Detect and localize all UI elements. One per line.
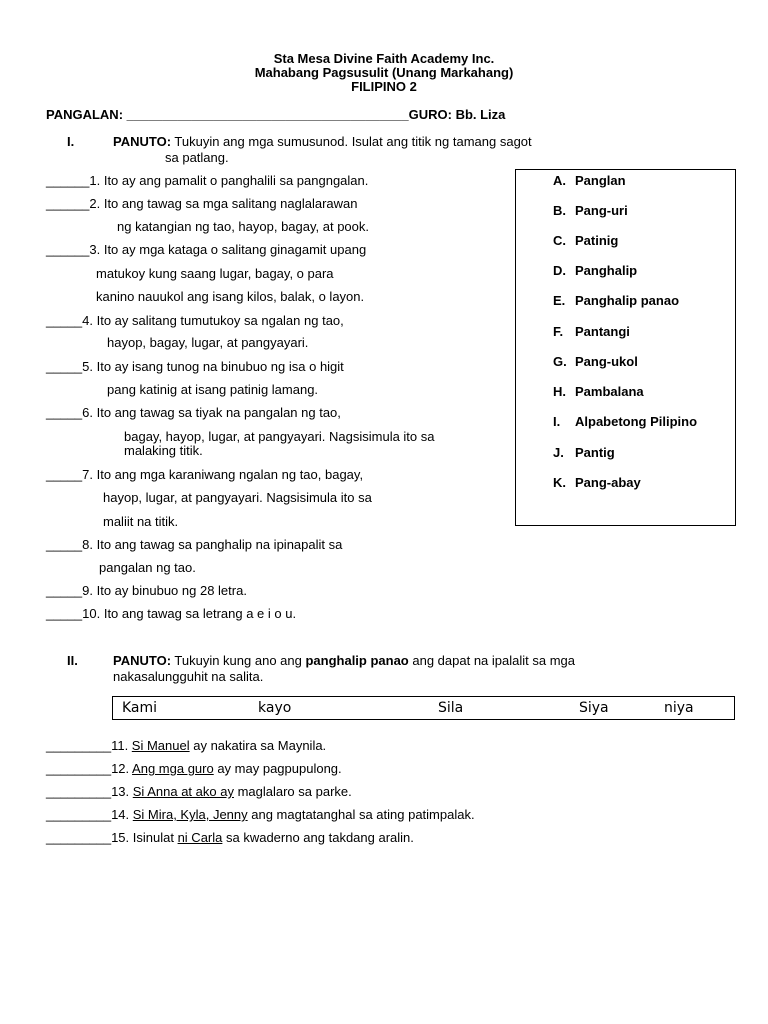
pronoun-word: Kami [122,700,158,716]
question-line: pang katinig at isang patinig lamang. [107,382,319,397]
part1-instruction [113,134,532,149]
name-blank: _______________________________________ [126,107,409,122]
part1-instruction-text: Tukuyin ang mga sumusunod. Isulat ang titik ng tamang sagot [171,134,532,149]
pronoun-word: niya [664,700,694,716]
choice-item: B. Pang-uri [553,203,628,218]
part2-item: _________13. Si Anna at ako ay maglalaro sa parke. [46,784,352,799]
part2-instruction-emphasis: panghalip panao [305,653,409,668]
part1-panuto-label: PANUTO: [113,134,172,149]
choice-item: C. Patinig [553,233,619,248]
underlined-noun: Si Anna at ako ay [132,784,234,799]
question-line: bagay, hayop, lugar, at pangyayari. Nagsisimula ito sa [124,429,435,444]
choice-item: G. Pang-ukol [553,354,638,369]
school-name: Sta Mesa Divine Faith Academy Inc. [273,51,495,66]
part1-instruction-cont: sa patlang. [165,150,229,165]
choice-item: I. Alpabetong Pilipino [553,414,698,429]
question-line: _____7. Ito ang mga karaniwang ngalan ng tao, bagay, [46,467,364,482]
part2-item: _________14. Si Mira, Kyla, Jenny ang magtatanghal sa ating patimpalak. [46,807,475,822]
part2-instruction-cont: nakasalungguhit na salita. [113,669,264,684]
part2-item: _________12. Ang mga guro ay may pagpupulong. [46,761,342,776]
choice-item: D. Panghalip [553,263,638,278]
question-line: kanino nauukol ang isang kilos, balak, o layon. [96,289,365,304]
choice-item: A. Panglan [553,173,626,188]
question-line: _____4. Ito ay salitang tumutukoy sa ngalan ng tao, [46,313,344,328]
question-line: _____8. Ito ang tawag sa panghalip na ipinapalit sa [46,537,343,552]
question-line: ______1. Ito ay ang pamalit o panghalili sa pangngalan. [46,173,369,188]
choice-item: H. Pambalana [553,384,644,399]
choice-item: F. Pantangi [553,324,630,339]
question-line: _____5. Ito ay isang tunog na binubuo ng isa o higit [46,359,344,374]
underlined-noun: Ang mga guro [132,761,214,776]
underlined-noun: ni Carla [177,830,223,845]
question-line: _____6. Ito ang tawag sa tiyak na pangalan ng tao, [46,405,341,420]
pronoun-word: kayo [258,700,292,716]
choice-item: E. Panghalip panao [553,293,680,308]
pronoun-word: Sila [438,700,464,716]
question-line: malaking titik. [124,443,203,458]
question-line: hayop, lugar, at pangyayari. Nagsisimula ito sa [103,490,372,505]
part1-numeral: I. [67,134,75,149]
question-line: _____10. Ito ang tawag sa letrang a e i o u. [46,606,297,621]
teacher-label: GURO: Bb. Liza [408,107,506,122]
part2-panuto-label: PANUTO: [113,653,172,668]
info-line [46,107,505,122]
choices-box [515,169,736,526]
pronoun-box [112,696,735,720]
pronoun-word: Siya [579,700,609,716]
question-line: ng katangian ng tao, hayop, bagay, at pook. [117,219,370,234]
question-line: ______2. Ito ang tawag sa mga salitang naglalarawan [46,196,358,211]
question-line: hayop, bagay, lugar, at pangyayari. [107,335,309,350]
part2-item: _________15. Isinulat ni Carla sa kwaderno ang takdang aralin. [46,830,414,845]
choice-item: K. Pang-abay [553,475,641,490]
question-line: pangalan ng tao. [99,560,196,575]
exam-title: Mahabang Pagsusulit (Unang Markahang) [254,65,514,80]
choice-item: J. Pantig [553,445,615,460]
question-line: matukoy kung saang lugar, bagay, o para [96,266,334,281]
part2-numeral: II. [67,653,78,668]
underlined-noun: Si Mira, Kyla, Jenny [132,807,248,822]
name-label: PANGALAN: [46,107,127,122]
part2-item: _________11. Si Manuel ay nakatira sa Maynila. [46,738,327,753]
underlined-noun: Si Manuel [131,738,190,753]
subject-title: FILIPINO 2 [351,79,417,94]
question-line: maliit na titik. [103,514,179,529]
question-line: ______3. Ito ay mga kataga o salitang ginagamit upang [46,242,367,257]
part2-instruction: PANUTO: Tukuyin kung ano ang panghalip panao ang dapat na ipalalit sa mga [113,653,575,668]
question-line: _____9. Ito ay binubuo ng 28 letra. [46,583,247,598]
